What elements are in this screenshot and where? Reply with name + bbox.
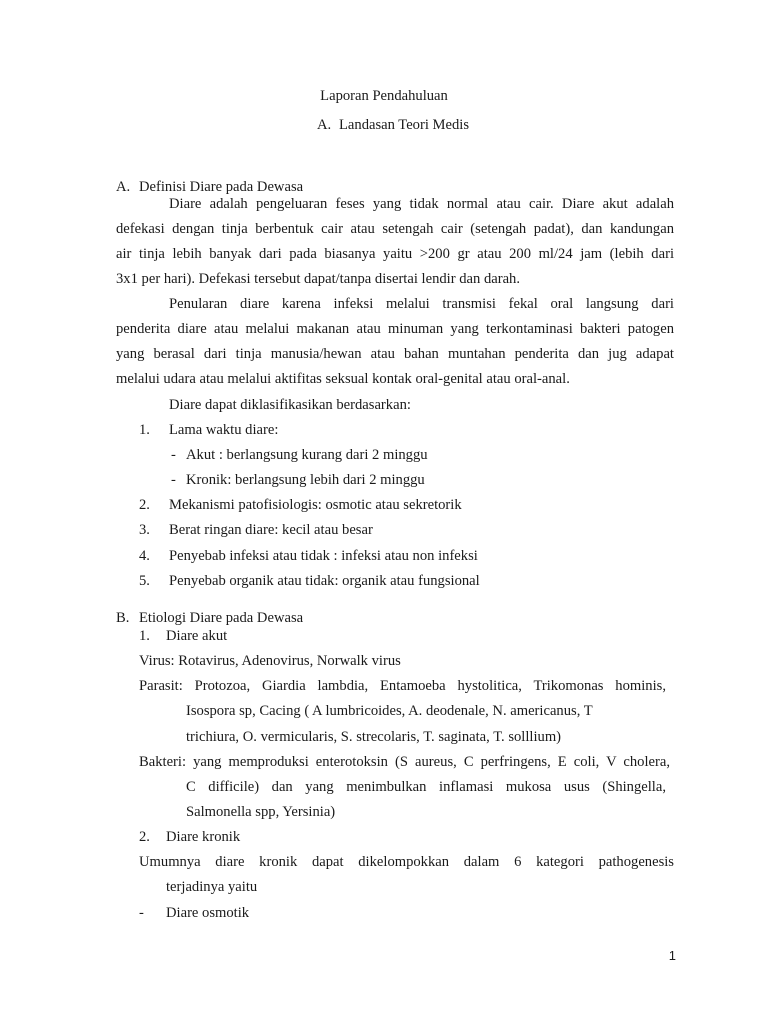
list-number: 3. — [139, 522, 150, 538]
parasit-line: Parasit: Protozoa, Giardia lambdia, Entamoeba hystolitica, Trikomonas hominis, — [139, 678, 666, 694]
virus-line: Virus: Rotavirus, Adenovirus, Norwalk virus — [139, 653, 401, 669]
sublist-dash: - — [171, 447, 176, 463]
list-item: Penyebab infeksi atau tidak : infeksi atau non infeksi — [169, 548, 478, 564]
paragraph-line: Diare adalah pengeluaran feses yang tidak normal atau cair. Diare akut adalah — [169, 196, 674, 212]
list-item: Lama waktu diare: — [169, 422, 279, 438]
paragraph-line: melalui udara atau melalui aktifitas seksual kontak oral-genital atau oral-anal. — [116, 371, 570, 387]
paragraph-line: penderita diare atau melalui makanan atau minuman yang terkontaminasi bakteri patogen — [116, 321, 674, 337]
kronik-line: Umumnya diare kronik dapat dikelompokkan dalam 6 kategori pathogenesis — [139, 854, 674, 870]
section-b-marker: B. — [116, 610, 130, 626]
paragraph-line: 3x1 per hari). Defekasi tersebut dapat/tanpa disertai lendir dan darah. — [116, 271, 521, 287]
list-number: 5. — [139, 573, 150, 589]
page-number: 1 — [668, 948, 676, 963]
document-subtitle: Landasan Teori Medis — [339, 117, 470, 133]
list-item: Diare kronik — [166, 829, 241, 845]
list-number: 2. — [139, 829, 150, 845]
list-number: 1. — [139, 628, 150, 644]
classification-intro: Diare dapat diklasifikasikan berdasarkan: — [169, 397, 411, 413]
section-a-heading: Definisi Diare pada Dewasa — [139, 179, 304, 195]
sublist-item: Kronik: berlangsung lebih dari 2 minggu — [186, 472, 425, 488]
paragraph-line: yang berasal dari tinja manusia/hewan atau bahan muntahan penderita dan jug adapat — [116, 346, 674, 362]
bakteri-line: C difficile) dan yang menimbulkan inflamasi mukosa usus (Shingella, — [186, 779, 666, 795]
kronik-line: terjadinya yaitu — [166, 879, 258, 895]
list-number: 2. — [139, 497, 150, 513]
bakteri-line: Bakteri: yang memproduksi enterotoksin (S aureus, C perfringens, E coli, V cholera, — [139, 754, 670, 770]
paragraph-line: Penularan diare karena infeksi melalui transmisi fekal oral langsung dari — [169, 296, 674, 312]
parasit-line: Isospora sp, Cacing ( A lumbricoides, A. deodenale, N. americanus, T — [186, 703, 593, 719]
dash-marker: - — [139, 905, 144, 921]
list-item: Penyebab organik atau tidak: organik atau fungsional — [169, 573, 480, 589]
subtitle-marker: A. — [317, 117, 332, 133]
list-number: 1. — [139, 422, 150, 438]
section-b-heading: Etiologi Diare pada Dewasa — [139, 610, 304, 626]
bakteri-line: Salmonella spp, Yersinia) — [186, 804, 336, 820]
paragraph-line: air tinja lebih banyak dari pada biasanya yaitu >200 gr atau 200 ml/24 jam (lebih dari — [116, 246, 674, 262]
list-number: 4. — [139, 548, 150, 564]
parasit-line: trichiura, O. vermicularis, S. strecolaris, T. saginata, T. solllium) — [186, 729, 562, 745]
section-a-marker: A. — [116, 179, 131, 195]
dash-item: Diare osmotik — [166, 905, 250, 921]
sublist-dash: - — [171, 472, 176, 488]
list-item: Mekanismi patofisiologis: osmotic atau sekretorik — [169, 497, 462, 513]
list-item: Diare akut — [166, 628, 228, 644]
paragraph-line: defekasi dengan tinja berbentuk cair atau setengah cair (setengah padat), dan kandungan — [116, 221, 674, 237]
document-title: Laporan Pendahuluan — [320, 88, 448, 104]
sublist-item: Akut : berlangsung kurang dari 2 minggu — [186, 447, 428, 463]
list-item: Berat ringan diare: kecil atau besar — [169, 522, 373, 538]
